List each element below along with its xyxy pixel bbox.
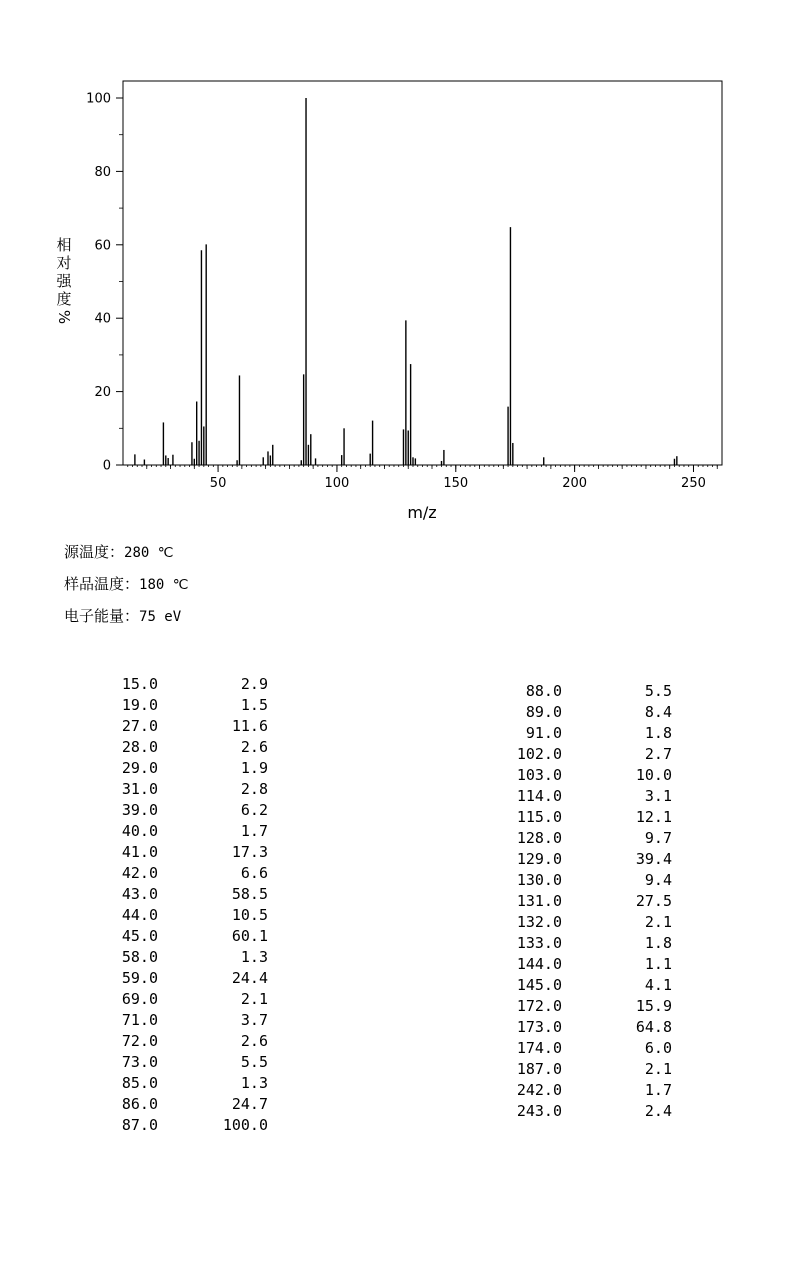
mz-value: 144.0 xyxy=(516,955,562,973)
spectrum-peaks xyxy=(135,98,677,465)
intensity-value: 58.5 xyxy=(231,885,268,903)
table-row xyxy=(116,800,276,821)
plot-frame xyxy=(123,81,722,465)
intensity-value: 24.4 xyxy=(231,969,268,987)
mz-value: 130.0 xyxy=(516,871,562,889)
intensity-value: 100.0 xyxy=(222,1116,268,1134)
intensity-value: 1.7 xyxy=(240,822,268,840)
table-row xyxy=(116,1073,276,1094)
intensity-value: 6.6 xyxy=(240,864,268,882)
intensity-value: 2.1 xyxy=(240,990,268,1008)
x-tick-label: 250 xyxy=(681,476,706,491)
mz-value: 172.0 xyxy=(516,997,562,1015)
intensity-value: 2.4 xyxy=(644,1102,672,1120)
mz-value: 58.0 xyxy=(121,948,158,966)
mz-value: 145.0 xyxy=(516,976,562,994)
x-tick-label: 50 xyxy=(209,476,227,491)
x-axis-label: m/z xyxy=(407,503,437,522)
mz-value: 42.0 xyxy=(121,864,158,882)
table-row xyxy=(116,695,276,716)
source-temperature xyxy=(64,541,173,562)
mz-value: 128.0 xyxy=(516,829,562,847)
mass-spectrum-chart xyxy=(0,0,794,530)
intensity-value: 9.7 xyxy=(644,829,672,847)
mz-value: 242.0 xyxy=(516,1081,562,1099)
mz-value: 27.0 xyxy=(121,717,158,735)
y-axis-label xyxy=(55,236,73,324)
intensity-value: 6.2 xyxy=(240,801,268,819)
mz-value: 174.0 xyxy=(516,1039,562,1057)
table-row xyxy=(116,968,276,989)
y-tick-label: 100 xyxy=(86,91,111,107)
y-tick-label: 80 xyxy=(94,164,111,180)
mz-value: 115.0 xyxy=(516,808,562,826)
table-row xyxy=(116,758,276,779)
y-axis-label-char: 相 xyxy=(56,236,72,254)
table-row xyxy=(508,744,678,765)
intensity-value: 2.9 xyxy=(240,675,268,693)
sample-temperature-value: 180 ℃ xyxy=(139,577,189,593)
mz-value: 88.0 xyxy=(525,682,562,700)
table-row xyxy=(116,821,276,842)
x-tick-label: 100 xyxy=(324,476,350,491)
mz-value: 243.0 xyxy=(516,1102,562,1120)
peak-table-left xyxy=(116,674,276,1136)
intensity-value: 2.6 xyxy=(240,1032,268,1050)
y-axis-label-char: 强 xyxy=(56,272,72,290)
intensity-value: 10.5 xyxy=(231,906,268,924)
mz-value: 19.0 xyxy=(121,696,158,714)
mz-value: 40.0 xyxy=(121,822,158,840)
table-row xyxy=(116,1094,276,1115)
mz-value: 69.0 xyxy=(121,990,158,1008)
mz-value: 72.0 xyxy=(121,1032,158,1050)
mz-value: 41.0 xyxy=(121,843,158,861)
intensity-value: 1.3 xyxy=(240,948,268,966)
mz-value: 131.0 xyxy=(516,892,562,910)
mz-value: 43.0 xyxy=(121,885,158,903)
mz-value: 28.0 xyxy=(121,738,158,756)
intensity-value: 17.3 xyxy=(231,843,268,861)
mz-value: 86.0 xyxy=(121,1095,158,1113)
table-row xyxy=(508,828,678,849)
intensity-value: 2.6 xyxy=(240,738,268,756)
intensity-value: 1.5 xyxy=(240,696,268,714)
intensity-value: 1.9 xyxy=(240,759,268,777)
source-temperature-label: 源温度： xyxy=(64,543,125,561)
intensity-value: 64.8 xyxy=(635,1018,672,1036)
intensity-value: 1.1 xyxy=(644,955,672,973)
table-row xyxy=(508,681,678,702)
electron-energy-value: 75 eV xyxy=(139,609,182,625)
mz-value: 59.0 xyxy=(121,969,158,987)
x-tick-label: 150 xyxy=(443,476,469,491)
table-row xyxy=(508,870,678,891)
table-row xyxy=(508,975,678,996)
table-row xyxy=(116,737,276,758)
intensity-value: 1.8 xyxy=(644,724,672,742)
mz-value: 91.0 xyxy=(525,724,562,742)
table-row xyxy=(508,1038,678,1059)
table-row xyxy=(508,1017,678,1038)
y-tick-label: 20 xyxy=(94,385,111,401)
table-row xyxy=(508,1101,678,1122)
table-row xyxy=(116,842,276,863)
table-row xyxy=(508,849,678,870)
mz-value: 45.0 xyxy=(121,927,158,945)
y-tick-label: 0 xyxy=(102,458,111,474)
mz-value: 89.0 xyxy=(525,703,562,721)
table-row xyxy=(116,1010,276,1031)
mz-value: 85.0 xyxy=(121,1074,158,1092)
y-tick-label: 60 xyxy=(94,238,111,254)
table-row xyxy=(508,912,678,933)
y-axis-label-char: % xyxy=(55,309,73,325)
mz-value: 87.0 xyxy=(121,1116,158,1134)
intensity-value: 2.1 xyxy=(644,913,672,931)
intensity-value: 2.7 xyxy=(644,745,672,763)
table-row xyxy=(116,1115,276,1136)
table-row xyxy=(508,765,678,786)
mz-value: 31.0 xyxy=(121,780,158,798)
intensity-value: 8.4 xyxy=(644,703,672,721)
sample-temperature-label: 样品温度： xyxy=(64,575,140,593)
table-row xyxy=(116,926,276,947)
axis-ticks xyxy=(86,92,717,492)
intensity-value: 60.1 xyxy=(231,927,268,945)
table-row xyxy=(508,702,678,723)
intensity-value: 1.3 xyxy=(240,1074,268,1092)
y-axis-label-char: 度 xyxy=(56,290,72,308)
intensity-value: 10.0 xyxy=(635,766,672,784)
intensity-value: 24.7 xyxy=(231,1095,268,1113)
mz-value: 187.0 xyxy=(516,1060,562,1078)
source-temperature-value: 280 ℃ xyxy=(124,545,174,561)
table-row xyxy=(508,723,678,744)
table-row xyxy=(508,954,678,975)
intensity-value: 2.1 xyxy=(644,1060,672,1078)
mz-value: 71.0 xyxy=(121,1011,158,1029)
mz-value: 15.0 xyxy=(121,675,158,693)
intensity-value: 5.5 xyxy=(240,1053,268,1071)
intensity-value: 1.7 xyxy=(644,1081,672,1099)
table-row xyxy=(116,779,276,800)
table-row xyxy=(116,884,276,905)
table-row xyxy=(508,996,678,1017)
intensity-value: 5.5 xyxy=(644,682,672,700)
mz-value: 102.0 xyxy=(516,745,562,763)
sample-temperature xyxy=(64,573,188,594)
x-tick-label: 200 xyxy=(562,476,588,491)
intensity-value: 39.4 xyxy=(635,850,672,868)
intensity-value: 3.1 xyxy=(644,787,672,805)
intensity-value: 12.1 xyxy=(635,808,672,826)
mz-value: 173.0 xyxy=(516,1018,562,1036)
table-row xyxy=(116,989,276,1010)
mz-value: 132.0 xyxy=(516,913,562,931)
y-tick-label: 40 xyxy=(94,311,111,327)
table-row xyxy=(116,1052,276,1073)
intensity-value: 6.0 xyxy=(644,1039,672,1057)
mz-value: 133.0 xyxy=(516,934,562,952)
intensity-value: 4.1 xyxy=(644,976,672,994)
table-row xyxy=(116,905,276,926)
table-row xyxy=(508,1059,678,1080)
mz-value: 114.0 xyxy=(516,787,562,805)
table-row xyxy=(116,716,276,737)
table-row xyxy=(116,947,276,968)
mz-value: 39.0 xyxy=(121,801,158,819)
intensity-value: 27.5 xyxy=(635,892,672,910)
intensity-value: 9.4 xyxy=(644,871,672,889)
mz-value: 44.0 xyxy=(121,906,158,924)
table-row xyxy=(116,1031,276,1052)
table-row xyxy=(508,786,678,807)
table-row xyxy=(508,933,678,954)
peak-table-right xyxy=(508,681,678,1122)
intensity-value: 3.7 xyxy=(240,1011,268,1029)
table-row xyxy=(508,891,678,912)
mz-value: 29.0 xyxy=(121,759,158,777)
mz-value: 103.0 xyxy=(516,766,562,784)
intensity-value: 2.8 xyxy=(240,780,268,798)
intensity-value: 1.8 xyxy=(644,934,672,952)
intensity-value: 11.6 xyxy=(231,717,268,735)
mz-value: 73.0 xyxy=(121,1053,158,1071)
table-row xyxy=(116,674,276,695)
electron-energy xyxy=(64,605,181,626)
table-row xyxy=(508,807,678,828)
table-row xyxy=(508,1080,678,1101)
mz-value: 129.0 xyxy=(516,850,562,868)
electron-energy-label: 电子能量： xyxy=(64,607,140,625)
y-axis-label-char: 对 xyxy=(56,254,72,272)
table-row xyxy=(116,863,276,884)
intensity-value: 15.9 xyxy=(635,997,672,1015)
